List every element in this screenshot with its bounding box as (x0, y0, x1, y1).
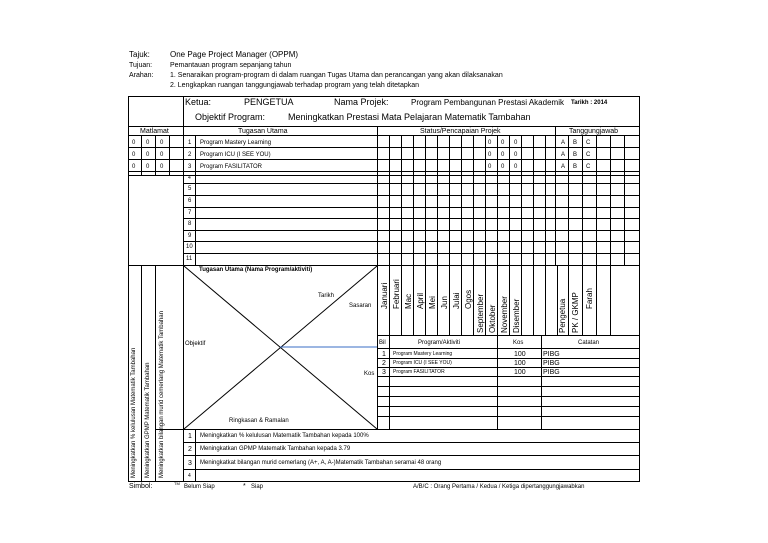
diagram-sasaran-label: Sasaran (349, 303, 372, 309)
task-number: 11 (186, 256, 193, 262)
goal-vertical-label: Meningkatkan % kelulusan Matematik Tambahan (131, 347, 137, 478)
objektif-value: Meningkatkan Prestasi Mata Pelajaran Matematik Tambahan (288, 112, 531, 122)
matlamat-header: Matlamat (140, 128, 169, 135)
ketua-value: PENGETUA (244, 97, 294, 107)
month-label: April (416, 292, 425, 309)
direction-1: 1. Senaraikan program-program di dalam ruangan Tugas Utama dan perancangan yang akan dilaksanakan (170, 72, 503, 79)
task-number: 9 (188, 233, 192, 239)
objective-text: Meningkatkat bilangan murid cemerlang (A+, A, A-)Matematik Tambahan seramai 48 orang (200, 460, 442, 466)
diagram-kos-label: Kos (364, 371, 375, 377)
budget-row-name: Program ICU (I SEE YOU) (393, 360, 452, 366)
budget-row-catatan: PIBG (543, 351, 560, 358)
responsibility-cell: A (561, 140, 566, 146)
status-cell: 0 (501, 164, 505, 170)
task-number: 6 (188, 198, 192, 204)
month-label: September (476, 293, 485, 333)
status-cell: 0 (501, 152, 505, 158)
siap-symbol: * (243, 483, 246, 490)
tanggungjawab-header: Tanggungjawab (569, 128, 619, 135)
task-number: 8 (188, 221, 192, 227)
budget-header: Kos (513, 340, 524, 346)
responsibility-cell: B (573, 140, 578, 146)
footer-abc: A/B/C : Orang Pertama / Kedua / Ketiga dipertanggungjawabkan (413, 484, 585, 490)
objective-number: 1 (188, 433, 192, 440)
goal-vertical-label: Meningkatkan GPMP Matematik Tambahan (145, 362, 151, 478)
budget-row-catatan: PIBG (543, 360, 560, 367)
footer-simbol: Simbol: (129, 483, 153, 490)
status-cell: 0 (488, 152, 492, 158)
budget-row-kos: 100 (514, 360, 526, 367)
direction-label: Arahan: (129, 72, 154, 79)
matlamat-cell: 0 (132, 152, 136, 158)
footer-belum: Belum Siap (184, 484, 215, 490)
diagram-tarikh-label: Tarikh (318, 293, 335, 299)
matlamat-cell: 0 (160, 152, 164, 158)
month-label: Januari (380, 282, 389, 309)
budget-row-number: 1 (382, 351, 386, 358)
objective-number: 3 (188, 460, 192, 467)
budget-header: Program/Aktiviti (418, 340, 461, 346)
task-number: 1 (188, 140, 192, 146)
task-name: Program FASILITATOR (200, 164, 263, 170)
month-label: November (500, 296, 509, 333)
task-name: Program Mastery Learning (200, 140, 272, 146)
status-cell: 0 (488, 164, 492, 170)
tm-symbol: TM (174, 481, 180, 486)
budget-row-number: 3 (382, 369, 386, 376)
goal-vertical-label: Meningkatkan bilangan murid cemerlang Matematik Tambahan (159, 311, 165, 478)
budget-header: Bil (379, 340, 386, 346)
month-label: Oktober (488, 304, 497, 333)
projek-value: Program Pembangunan Prestasi Akademik (411, 98, 564, 107)
tarikh-label: Tarikh : 2014 (571, 100, 608, 106)
budget-row-number: 2 (382, 360, 386, 367)
budget-row-kos: 100 (514, 351, 526, 358)
task-number: 5 (188, 186, 192, 192)
task-number: 4 (188, 175, 191, 181)
purpose-value: Pemantauan program sepanjang tahun (170, 62, 292, 69)
month-label: Mei (428, 296, 437, 309)
objective-text: Meningkatkan % kelulusan Matematik Tambahan kepada 100% (200, 433, 369, 439)
matlamat-cell: 0 (146, 140, 150, 146)
responsibility-cell: B (573, 164, 578, 170)
responsibility-cell: C (586, 152, 591, 158)
diagram-tugasan-label: Tugasan Utama (Nama Program/aktiviti) (199, 267, 313, 273)
matlamat-cell: 0 (146, 152, 150, 158)
person-label: Pengetua (558, 298, 567, 333)
status-cell: 0 (514, 140, 518, 146)
month-label: Jun (440, 296, 449, 309)
purpose-label: Tujuan: (129, 62, 153, 69)
responsibility-cell: B (573, 152, 578, 158)
matlamat-cell: 0 (160, 140, 164, 146)
month-label: Disember (512, 298, 521, 333)
budget-row-name: Program Mastery Learning (393, 351, 453, 357)
status-cell: 0 (514, 152, 518, 158)
month-label: Ogos (464, 289, 473, 309)
task-number: 10 (186, 244, 193, 250)
matlamat-cell: 0 (132, 140, 136, 146)
tugasan-header: Tugasan Utama (238, 128, 288, 135)
responsibility-cell: C (586, 164, 591, 170)
diagram-objektif-label: Objektif (185, 341, 206, 347)
status-cell: 0 (501, 140, 505, 146)
month-label: Julai (452, 292, 461, 309)
month-label: Mac (404, 293, 413, 309)
responsibility-cell: A (561, 164, 566, 170)
task-number: 3 (188, 164, 192, 170)
ketua-label: Ketua: (185, 97, 212, 107)
title-label: Tajuk: (129, 50, 150, 59)
projek-label: Nama Projek: (334, 97, 389, 107)
responsibility-cell: C (586, 140, 591, 146)
direction-2: 2. Lengkapkan ruangan tanggungjawab terhadap program yang telah ditetapkan (170, 82, 420, 89)
status-header: Status/Pencapaian Projek (420, 128, 501, 135)
budget-row-catatan: PIBG (543, 369, 560, 376)
objective-number: 4 (188, 473, 191, 479)
matlamat-cell: 0 (160, 164, 164, 170)
person-label: PK / GKMP (571, 292, 580, 333)
footer-siap: Siap (251, 484, 264, 490)
matlamat-cell: 0 (146, 164, 150, 170)
person-label: Farah (585, 288, 594, 309)
task-name: Program ICU (I SEE YOU) (200, 152, 271, 158)
diagram-ringkasan-label: Ringkasan & Ramalan (229, 418, 289, 424)
title-value: One Page Project Manager (OPPM) (170, 50, 299, 59)
objective-number: 2 (188, 446, 192, 453)
task-number: 2 (188, 152, 192, 158)
responsibility-cell: A (561, 152, 566, 158)
budget-header: Catatan (578, 340, 600, 346)
matlamat-cell: 0 (132, 164, 136, 170)
budget-row-kos: 100 (514, 369, 526, 376)
status-cell: 0 (488, 140, 492, 146)
month-label: Februari (392, 279, 401, 309)
status-cell: 0 (514, 164, 518, 170)
task-number: 7 (188, 210, 192, 216)
budget-row-name: Program FASILITATOR (393, 369, 445, 375)
objektif-label: Objektif Program: (195, 112, 266, 122)
objective-text: Meningkatkan GPMP Matematik Tambahan kepada 3.79 (200, 446, 351, 452)
